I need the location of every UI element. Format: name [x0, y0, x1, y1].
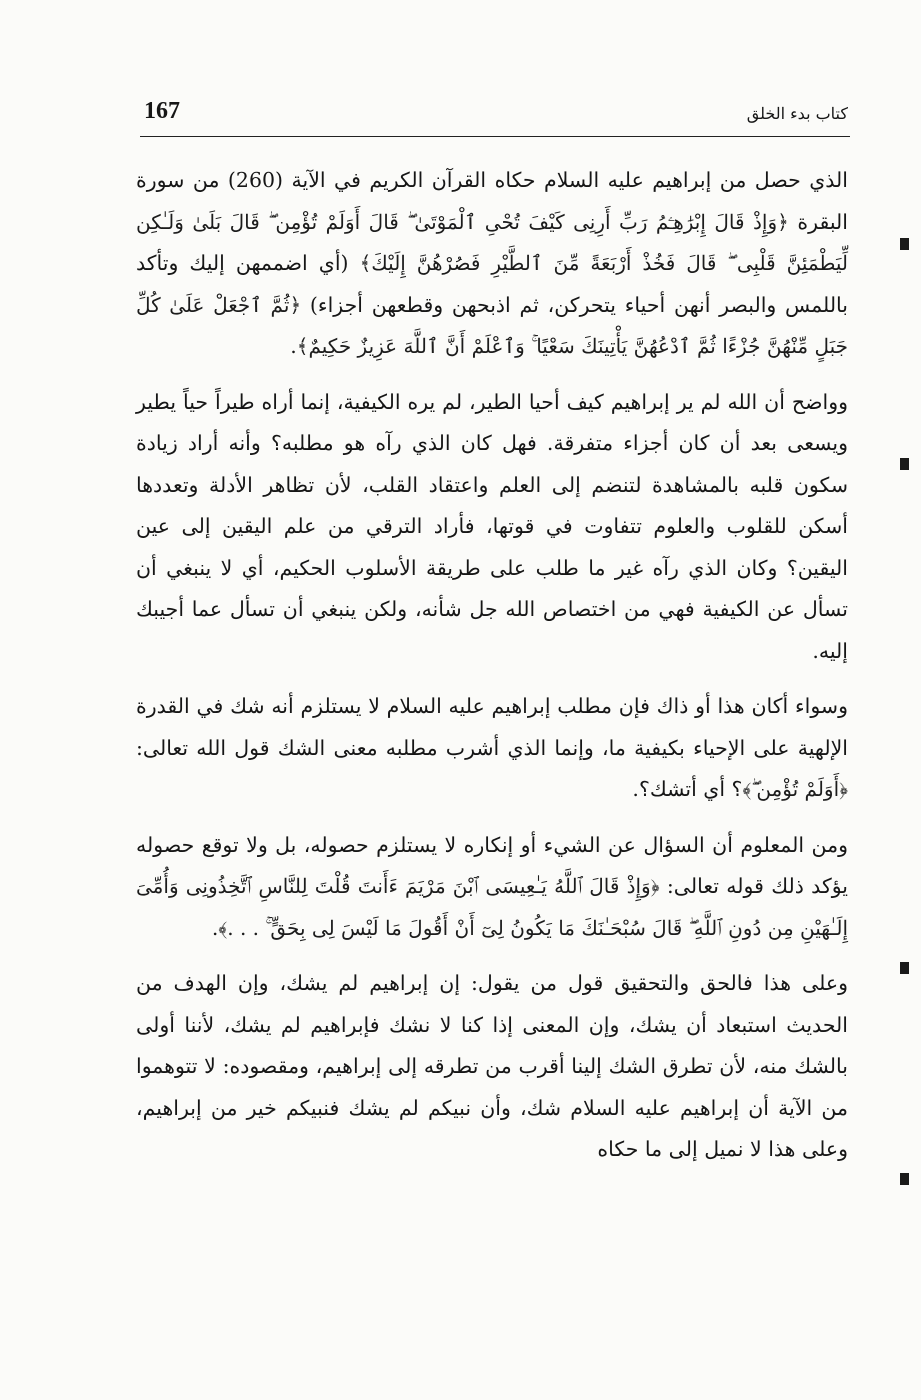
paragraph-text: .	[211, 915, 219, 940]
paragraph-text: وسواء أكان هذا أو ذاك فإن مطلب إبراهيم عليه السلام لا يستلزم أنه شك في القدرة الإلهية على الإحياء بكيفية ما، وإنما الذي أشرب مطلبه معنى الشك قول الله تعالى:	[136, 694, 848, 760]
quran-verse: ﴿وَإِذْ قَالَ ٱللَّهُ يَـٰعِيسَى ٱبْنَ مَرْيَمَ ءَأَنتَ قُلْتَ لِلنَّاسِ ٱتَّخِذُونِى وَأُمِّىَ إِلَـٰهَيْنِ مِن دُونِ ٱللَّهِ ۖ قَالَ سُبْحَـٰنَكَ مَا يَكُونُ لِىٓ أَنْ أَقُولَ مَا لَيْسَ لِى بِحَقٍّ ۚ . . .﴾	[136, 874, 848, 940]
paragraph-ayah-260	[136, 160, 848, 368]
body-text	[136, 160, 848, 1171]
paragraph-text: .	[290, 334, 297, 358]
margin-mark	[900, 1173, 909, 1185]
paragraph-sawaa	[136, 686, 848, 811]
paragraph-text: ؟ أي أتشك؟.	[632, 777, 743, 801]
margin-mark	[900, 962, 909, 974]
paragraph-sual	[136, 825, 848, 950]
paragraph-kayfiyya: وواضح أن الله لم ير إبراهيم كيف أحيا الطير، لم يره الكيفية، إنما أراه طيراً حياً يطير ويسعى بعد أن كان أجزاء متفرقة. فهل كان الذي رآه هو مطلبه؟ وأنه أراد زيادة سكون قلبه بالمشاهدة لتنضم إلى العلم واعتقاد القلب، لأن تظاهر الأدلة وتعددها أسكن للقلوب والعلوم تتفاوت في قوتها، فأراد الترقي من علم اليقين إلى عين اليقين؟ وكان الذي رآه غير ما طلب على طريقة الأسلوب الحكيم، أي لا ينبغي أن تسأل عن الكيفية فهي من اختصاص الله جل شأنه، ولكن ينبغي أن تسأل عما أجيبك إليه.	[136, 389, 848, 663]
page-number: 167	[144, 98, 180, 124]
quran-verse: ﴿أَوَلَمْ تُؤْمِن ۖ﴾	[742, 777, 848, 801]
paragraph-tahqiq: وعلى هذا فالحق والتحقيق قول من يقول: إن إبراهيم لم يشك، وإن الهدف من الحديث استبعاد أن يشك، وإن المعنى إذا كنا لا نشك فإبراهيم لم يشك، لأننا أولى بالشك منه، لأن تطرق الشك إلينا أقرب من تطرقه إلى إبراهيم، ومقصوده: لا تتوهموا من الآية أن إبراهيم عليه السلام شك، وأن نبيكم لم يشك فنبيكم خير من إبراهيم، وعلى هذا لا نميل إلى ما حكاه	[136, 971, 848, 1161]
margin-mark	[900, 458, 909, 470]
paragraph-text: ومن المعلوم أن السؤال عن الشيء أو إنكاره لا يستلزم حصوله، بل ولا توقع حصوله يؤكد ذلك قوله تعالى:	[136, 832, 848, 898]
paragraph-text: (أي اضممهن إليك وتأكد باللمس والبصر أنهن أحياء يتحركن، ثم اذبحهن وقطعهن أجزاء)	[136, 251, 849, 317]
quran-verse: ﴿ثُمَّ ٱجْعَلْ عَلَىٰ كُلِّ جَبَلٍ مِّنْهُنَّ جُزْءًا ثُمَّ ٱدْعُهُنَّ يَأْتِينَكَ سَعْيًا ۚ وَٱعْلَمْ أَنَّ ٱللَّهَ عَزِيزٌ حَكِيمٌ﴾	[136, 292, 848, 358]
paragraph-text: الذي حصل من إبراهيم عليه السلام حكاه القرآن الكريم في الآية (260) من سورة البقرة	[136, 168, 848, 234]
quran-verse: ﴿وَإِذْ قَالَ إِبْرَٰهِـۧمُ رَبِّ أَرِنِى كَيْفَ تُحْىِ ٱلْمَوْتَىٰ ۖ قَالَ أَوَلَمْ تُؤْمِن ۖ قَالَ بَلَىٰ وَلَـٰكِن لِّيَطْمَئِنَّ قَلْبِى ۖ قَالَ فَخُذْ أَرْبَعَةً مِّنَ ٱلطَّيْرِ فَصُرْهُنَّ إِلَيْكَ﴾	[136, 209, 848, 275]
margin-mark	[900, 238, 909, 250]
page-header	[140, 96, 850, 137]
running-head: كتاب بدء الخلق	[746, 104, 848, 123]
